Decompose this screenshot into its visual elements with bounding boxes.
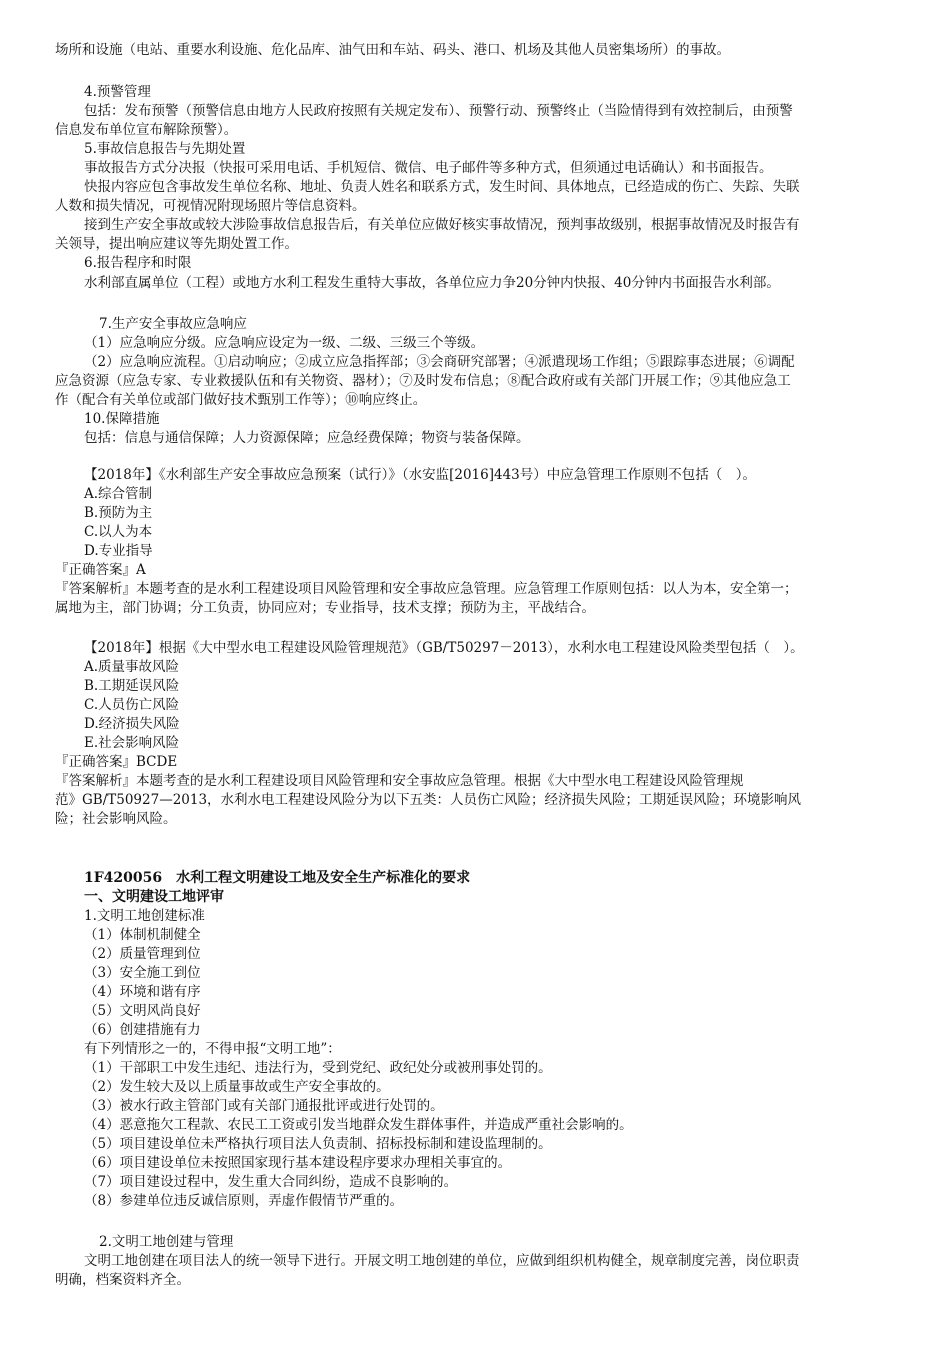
section-heading: 5.事故信息报告与先期处置 xyxy=(84,141,246,157)
list-item: （5）文明风尚良好 xyxy=(84,1003,201,1019)
text-line: 信息发布单位宣布解除预警）。 xyxy=(55,122,238,138)
text-line: 应急资源（应急专家、专业救援队伍和有关物资、器材）；⑦及时发布信息；⑧配合政府或有关部门开展工作；⑨其他应急工 xyxy=(55,373,791,389)
section-heading: 10.保障措施 xyxy=(84,411,160,427)
section-heading: 一、文明建设工地评审 xyxy=(84,889,224,905)
list-item: （4）环境和谐有序 xyxy=(84,984,201,1000)
question-stem: 【2018年】《水利部生产安全事故应急预案（试行）》（水安监[2016]443号）中应急管理工作原则不包括（ ）。 xyxy=(84,467,757,483)
list-item: （7）项目建设过程中，发生重大合同纠纷，造成不良影响的。 xyxy=(84,1174,458,1190)
list-item: （1）体制机制健全 xyxy=(84,927,201,943)
list-item: （4）恶意拖欠工程款、农民工工资或引发当地群众发生群体事件，并造成严重社会影响的。 xyxy=(84,1117,633,1133)
text-line: 关领导，提出响应建议等先期处置工作。 xyxy=(55,236,298,252)
list-item: （5）项目建设单位未严格执行项目法人负责制、招标投标制和建设监理制的。 xyxy=(84,1136,552,1152)
answer-option: C.以人为本 xyxy=(84,524,153,540)
list-item: （3）安全施工到位 xyxy=(84,965,201,981)
answer-explanation: 属地为主，部门协调；分工负责，协同应对；专业指导，技术支撑；预防为主，平战结合。 xyxy=(55,600,595,616)
text-line: 场所和设施（电站、重要水利设施、危化品库、油气田和车站、码头、港口、机场及其他人员密集场所）的事故。 xyxy=(55,42,730,58)
list-item: （6）创建措施有力 xyxy=(84,1022,201,1038)
text-line: 接到生产安全事故或较大涉险事故信息报告后，有关单位应做好核实事故情况，预判事故级别，根据事故情况及时报告有 xyxy=(84,217,800,233)
list-item: （2）发生较大及以上质量事故或生产安全事故的。 xyxy=(84,1079,390,1095)
list-item: （6）项目建设单位未按照国家现行基本建设程序要求办理相关事宜的。 xyxy=(84,1155,512,1171)
answer-option: D.专业指导 xyxy=(84,543,153,559)
subsection-heading: 2.文明工地创建与管理 xyxy=(99,1234,234,1250)
subsection-heading: 1.文明工地创建标准 xyxy=(84,908,205,924)
text-line: 有下列情形之一的，不得申报“文明工地”： xyxy=(84,1041,341,1057)
text-line: 快报内容应包含事故发生单位名称、地址、负责人姓名和联系方式，发生时间、具体地点，已经造成的伤亡、失踪、失联 xyxy=(84,179,800,195)
answer-option: C.人员伤亡风险 xyxy=(84,697,180,713)
text-line: 水利部直属单位（工程）或地方水利工程发生重特大事故，各单位应力争20分钟内快报、40分钟内书面报告水利部。 xyxy=(84,275,780,291)
answer-option: A.综合管制 xyxy=(84,486,153,502)
text-line: 包括：发布预警（预警信息由地方人民政府按照有关规定发布）、预警行动、预警终止（当险情得到有效控制后，由预警 xyxy=(84,103,793,119)
text-line: 作（配合有关单位或部门做好技术甄别工作等）；⑩响应终止。 xyxy=(55,392,427,408)
answer-explanation: 险；社会影响风险。 xyxy=(55,811,177,827)
text-line: 明确，档案资料齐全。 xyxy=(55,1272,190,1288)
text-line: （1）应急响应分级。应急响应设定为一级、二级、三级三个等级。 xyxy=(84,335,485,351)
question-stem: 【2018年】根据《大中型水电工程建设风险管理规范》（GB/T50297－2013），水利水电工程建设风险类型包括（ ）。 xyxy=(84,640,804,656)
text-line: 文明工地创建在项目法人的统一领导下进行。开展文明工地创建的单位，应做到组织机构健全，规章制度完善，岗位职责 xyxy=(84,1253,800,1269)
answer-option: A.质量事故风险 xyxy=(84,659,180,675)
list-item: （2）质量管理到位 xyxy=(84,946,201,962)
text-line: 包括：信息与通信保障；人力资源保障；应急经费保障；物资与装备保障。 xyxy=(84,430,530,446)
text-line: 人数和损失情况，可视情况附现场照片等信息资料。 xyxy=(55,198,366,214)
answer-explanation: 『答案解析』本题考查的是水利工程建设项目风险管理和安全事故应急管理。根据《大中型水电工程建设风险管理规 xyxy=(55,773,744,789)
answer-explanation: 『答案解析』本题考查的是水利工程建设项目风险管理和安全事故应急管理。应急管理工作原则包括：以人为本，安全第一； xyxy=(55,581,798,597)
chapter-heading: 1F420056 水利工程文明建设工地及安全生产标准化的要求 xyxy=(84,870,471,886)
section-heading: 7.生产安全事故应急响应 xyxy=(99,316,247,332)
answer-option: D.经济损失风险 xyxy=(84,716,180,732)
list-item: （1）干部职工中发生违纪、违法行为，受到党纪、政纪处分或被刑事处罚的。 xyxy=(84,1060,552,1076)
correct-answer: 『正确答案』A xyxy=(55,562,146,578)
answer-explanation: 范》GB/T50927—2013，水利水电工程建设风险分为以下五类：人员伤亡风险；经济损失风险；工期延误风险；环境影响风 xyxy=(55,792,802,808)
section-heading: 6.报告程序和时限 xyxy=(84,255,192,271)
answer-option: B.工期延误风险 xyxy=(84,678,180,694)
text-line: （2）应急响应流程。①启动响应；②成立应急指挥部；③会商研究部署；④派遣现场工作组；⑤跟踪事态进展；⑥调配 xyxy=(84,354,795,370)
text-line: 事故报告方式分决报（快报可采用电话、手机短信、微信、电子邮件等多种方式，但须通过电话确认）和书面报告。 xyxy=(84,160,773,176)
correct-answer: 『正确答案』BCDE xyxy=(55,754,178,770)
answer-option: B.预防为主 xyxy=(84,505,153,521)
list-item: （3）被水行政主管部门或有关部门通报批评或进行处罚的。 xyxy=(84,1098,444,1114)
section-heading: 4.预警管理 xyxy=(84,84,151,100)
list-item: （8）参建单位违反诚信原则，弄虚作假情节严重的。 xyxy=(84,1193,404,1209)
answer-option: E.社会影响风险 xyxy=(84,735,180,751)
